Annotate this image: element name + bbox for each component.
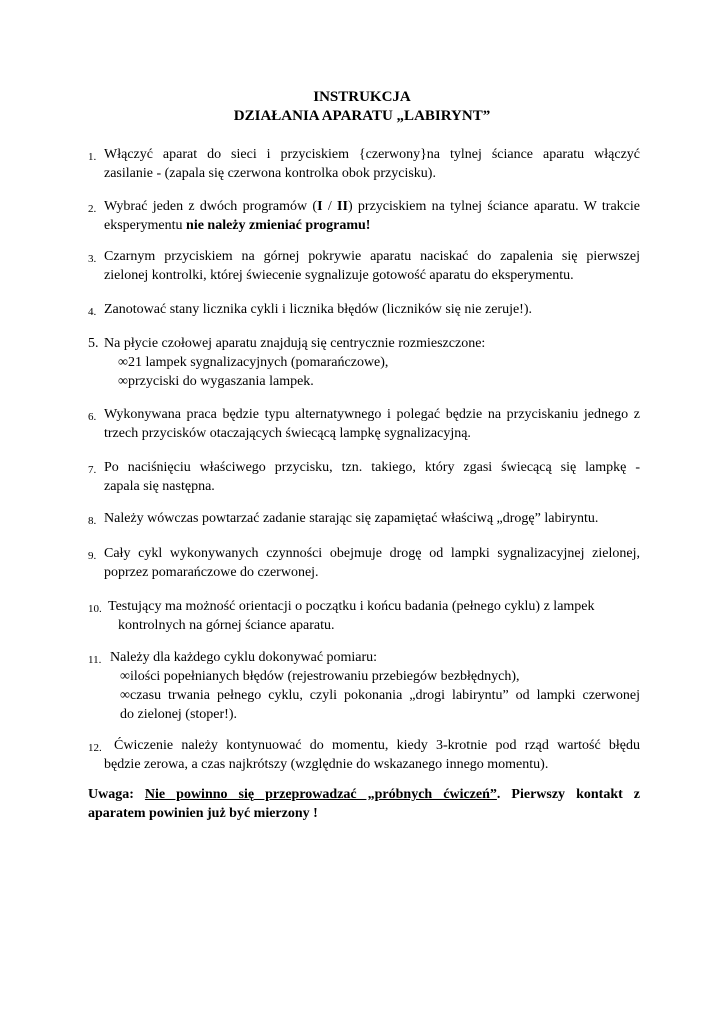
program-one-label: I bbox=[317, 199, 323, 214]
text-run: / bbox=[322, 199, 338, 214]
list-item bbox=[104, 197, 640, 235]
item-text-line: Cały cykl wykonywanych czynności obejmuje drogę od lampki sygnalizacyjnej zielonej, bbox=[104, 546, 640, 561]
text-run: ) przyciskiem na tylnej ściance aparatu. W trakcie bbox=[347, 199, 640, 214]
bullet-line: do zielonej (stoper!). bbox=[120, 707, 238, 722]
item-text-line: trzech przycisków otaczających świecącą lampkę sygnalizacyjną. bbox=[104, 426, 471, 441]
item-text-line: będzie zerowa, a czas najkrótszy (względnie do wskazanego innego momentu). bbox=[104, 757, 549, 772]
note-line bbox=[88, 785, 640, 804]
list-item bbox=[104, 509, 640, 528]
note-label: Uwaga: bbox=[88, 787, 134, 802]
item-number: 11. bbox=[88, 654, 102, 666]
document-title-line2: DZIAŁANIA APARATU „LABIRYNT” bbox=[233, 108, 491, 124]
note-underlined-text: Nie powinno się przeprowadzać „próbnych ćwiczeń” bbox=[144, 787, 497, 802]
list-item bbox=[104, 458, 640, 496]
list-item bbox=[104, 736, 640, 774]
list-item bbox=[104, 405, 640, 443]
bullet-line: ∞czasu trwania pełnego cyklu, czyli pokonania „drogi labiryntu” od lampki czerwonej bbox=[120, 688, 640, 703]
text-run: eksperymentu bbox=[104, 218, 187, 233]
list-item bbox=[108, 597, 608, 635]
item-text-line: Na płycie czołowej aparatu znajdują się centrycznie rozmieszczone: bbox=[104, 336, 486, 351]
item-text-line: Włączyć aparat do sieci i przyciskiem {czerwony}na tylnej ściance aparatu włączyć bbox=[104, 147, 640, 162]
item-number: 8. bbox=[88, 515, 97, 527]
note-paragraph bbox=[88, 785, 640, 823]
list-item bbox=[104, 145, 640, 183]
item-text-line bbox=[104, 197, 640, 216]
note-line: aparatem powinien już być mierzony ! bbox=[88, 806, 318, 821]
list-item bbox=[104, 247, 640, 285]
item-text-line: poprzez pomarańczowe do czerwonej. bbox=[104, 565, 319, 580]
list-item bbox=[110, 648, 640, 724]
item-text-line: Ćwiczenie należy kontynuować do momentu, kiedy 3-krotnie pod rząd wartość błędu bbox=[114, 738, 640, 753]
bullet-line: ∞przyciski do wygaszania lampek. bbox=[118, 374, 314, 389]
item-number: 3. bbox=[88, 253, 97, 265]
item-number: 2. bbox=[88, 203, 97, 215]
item-text-line: zasilanie - (zapala się czerwona kontrolka obok przycisku). bbox=[104, 166, 436, 181]
item-text-line: Po naciśnięciu właściwego przycisku, tzn. takiego, który zgasi świecącą się lampkę - bbox=[104, 460, 640, 475]
item-number: 7. bbox=[88, 464, 97, 476]
item-number: 4. bbox=[88, 306, 97, 318]
list-item bbox=[104, 300, 640, 319]
item-text-line: Testujący ma możność orientacji o początku i końcu badania (pełnego cyklu) z lampek bbox=[108, 599, 595, 614]
item-number: 6. bbox=[88, 411, 97, 423]
item-text-line: zielonej kontrolki, której świecenie sygnalizuje gotowość aparatu do eksperymentu. bbox=[104, 268, 574, 283]
bullet-line: ∞ilości popełnianych błędów (rejestrowaniu przebiegów bezbłędnych), bbox=[120, 669, 520, 684]
item-text-line: kontrolnych na górnej ściance aparatu. bbox=[118, 618, 335, 633]
item-text-line bbox=[104, 216, 640, 235]
program-two-label: II bbox=[337, 199, 348, 214]
item-number: 1. bbox=[88, 151, 97, 163]
item-text-line: zapala się następna. bbox=[104, 479, 215, 494]
text-run: Wybrać jeden z dwóch programów ( bbox=[104, 199, 318, 214]
list-item bbox=[104, 544, 640, 582]
item-text-line: Należy dla każdego cyklu dokonywać pomiaru: bbox=[110, 650, 378, 665]
item-number: 12. bbox=[88, 742, 102, 754]
item-number: 10. bbox=[88, 603, 102, 615]
item-number: 5. bbox=[88, 336, 99, 351]
item-text-line: Wykonywana praca będzie typu alternatywnego i polegać będzie na przyciskaniu jednego z bbox=[104, 407, 640, 422]
text-run: . Pierwszy kontakt z bbox=[496, 787, 641, 802]
document-title-line1: INSTRUKCJA bbox=[313, 89, 411, 105]
item-text-line: Zanotować stany licznika cykli i licznika błędów (liczników się nie zeruje!). bbox=[104, 302, 533, 317]
item-text-line: Należy wówczas powtarzać zadanie starając się zapamiętać właściwą „drogę” labiryntu. bbox=[104, 511, 599, 526]
list-item bbox=[104, 334, 640, 391]
bullet-line: ∞21 lampek sygnalizacyjnych (pomarańczowe), bbox=[118, 355, 389, 370]
item-number: 9. bbox=[88, 550, 97, 562]
warning-text: nie należy zmieniać programu! bbox=[186, 218, 371, 233]
item-text-line: Czarnym przyciskiem na górnej pokrywie aparatu naciskać do zapalenia się pierwszej bbox=[104, 249, 640, 264]
